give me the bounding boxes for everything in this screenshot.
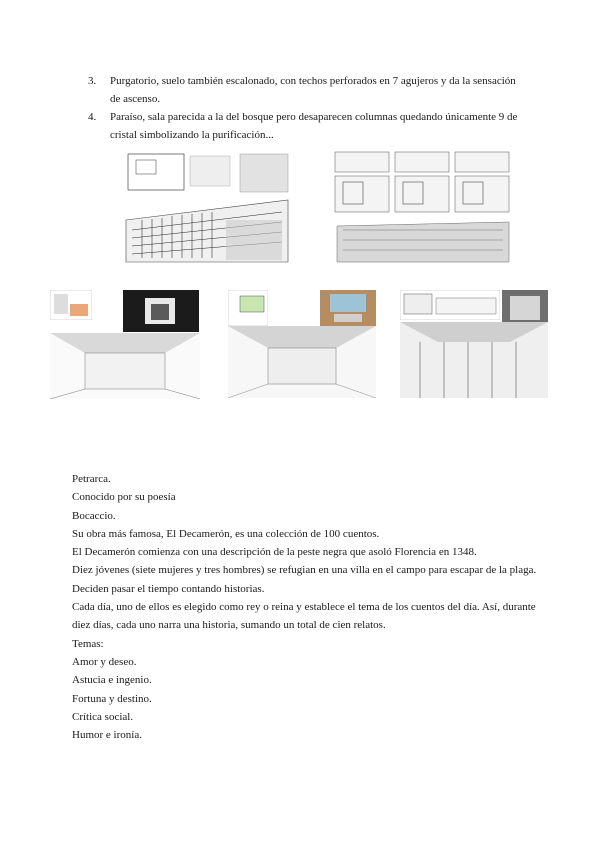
- paragraph: Crítica social.: [72, 710, 134, 723]
- paragraph: Temas:: [72, 637, 104, 650]
- list-text: Paraíso, sala parecida a la del bosque pero desaparecen columnas quedando únicamente 9 de cristal simbolizando la purificación...: [110, 111, 518, 141]
- paragraph: Petrarca.: [72, 473, 111, 485]
- paragraph: Conocido por su poesía: [72, 491, 176, 504]
- small-plan-image: [50, 290, 92, 320]
- section-plan-image: [400, 290, 500, 320]
- paragraph: Amor y deseo.: [72, 655, 137, 668]
- corridor-sketch-image: [228, 326, 376, 398]
- floor-plans-image: [333, 150, 511, 266]
- list-text: Purgatorio, suelo también escalonado, con techos perforados en 7 agujeros y da la sensación de ascenso.: [110, 75, 516, 105]
- list-number: 3.: [88, 75, 97, 87]
- list-number: 4.: [88, 111, 97, 123]
- small-plan-image: [228, 290, 268, 326]
- ceiling-photo: [320, 290, 376, 326]
- architecture-sketch-image: [122, 150, 292, 266]
- paragraph: Diez jóvenes (siete mujeres y tres hombres) se refugian en una villa en el campo para escapar de la plaga. Deciden pasar el tiempo contando historias.: [72, 564, 537, 595]
- list-item: [88, 72, 528, 108]
- paragraph: Fortuna y destino.: [72, 692, 152, 705]
- paragraph: Su obra más famosa, El Decamerón, es una colección de 100 cuentos.: [72, 527, 380, 540]
- body-text: [72, 470, 542, 744]
- paragraph: Bocaccio.: [72, 509, 116, 522]
- dark-interior-photo: [123, 290, 199, 332]
- numbered-list: [88, 72, 528, 144]
- list-item: [88, 108, 528, 144]
- corridor-sketch-image: [50, 333, 200, 399]
- columns-sketch-image: [400, 322, 548, 398]
- paragraph: Humor e ironía.: [72, 729, 142, 742]
- paragraph: Cada día, uno de ellos es elegido como rey o reina y establece el tema de los cuentos del día. Así, durante diez días, cada uno narra una historia, sumando un total de cien relatos.: [72, 601, 536, 632]
- paragraph: El Decamerón comienza con una descripción de la peste negra que asoló Florencia en 1348.: [72, 546, 477, 559]
- interior-photo: [502, 290, 548, 326]
- paragraph: Astucia e ingenio.: [72, 674, 152, 687]
